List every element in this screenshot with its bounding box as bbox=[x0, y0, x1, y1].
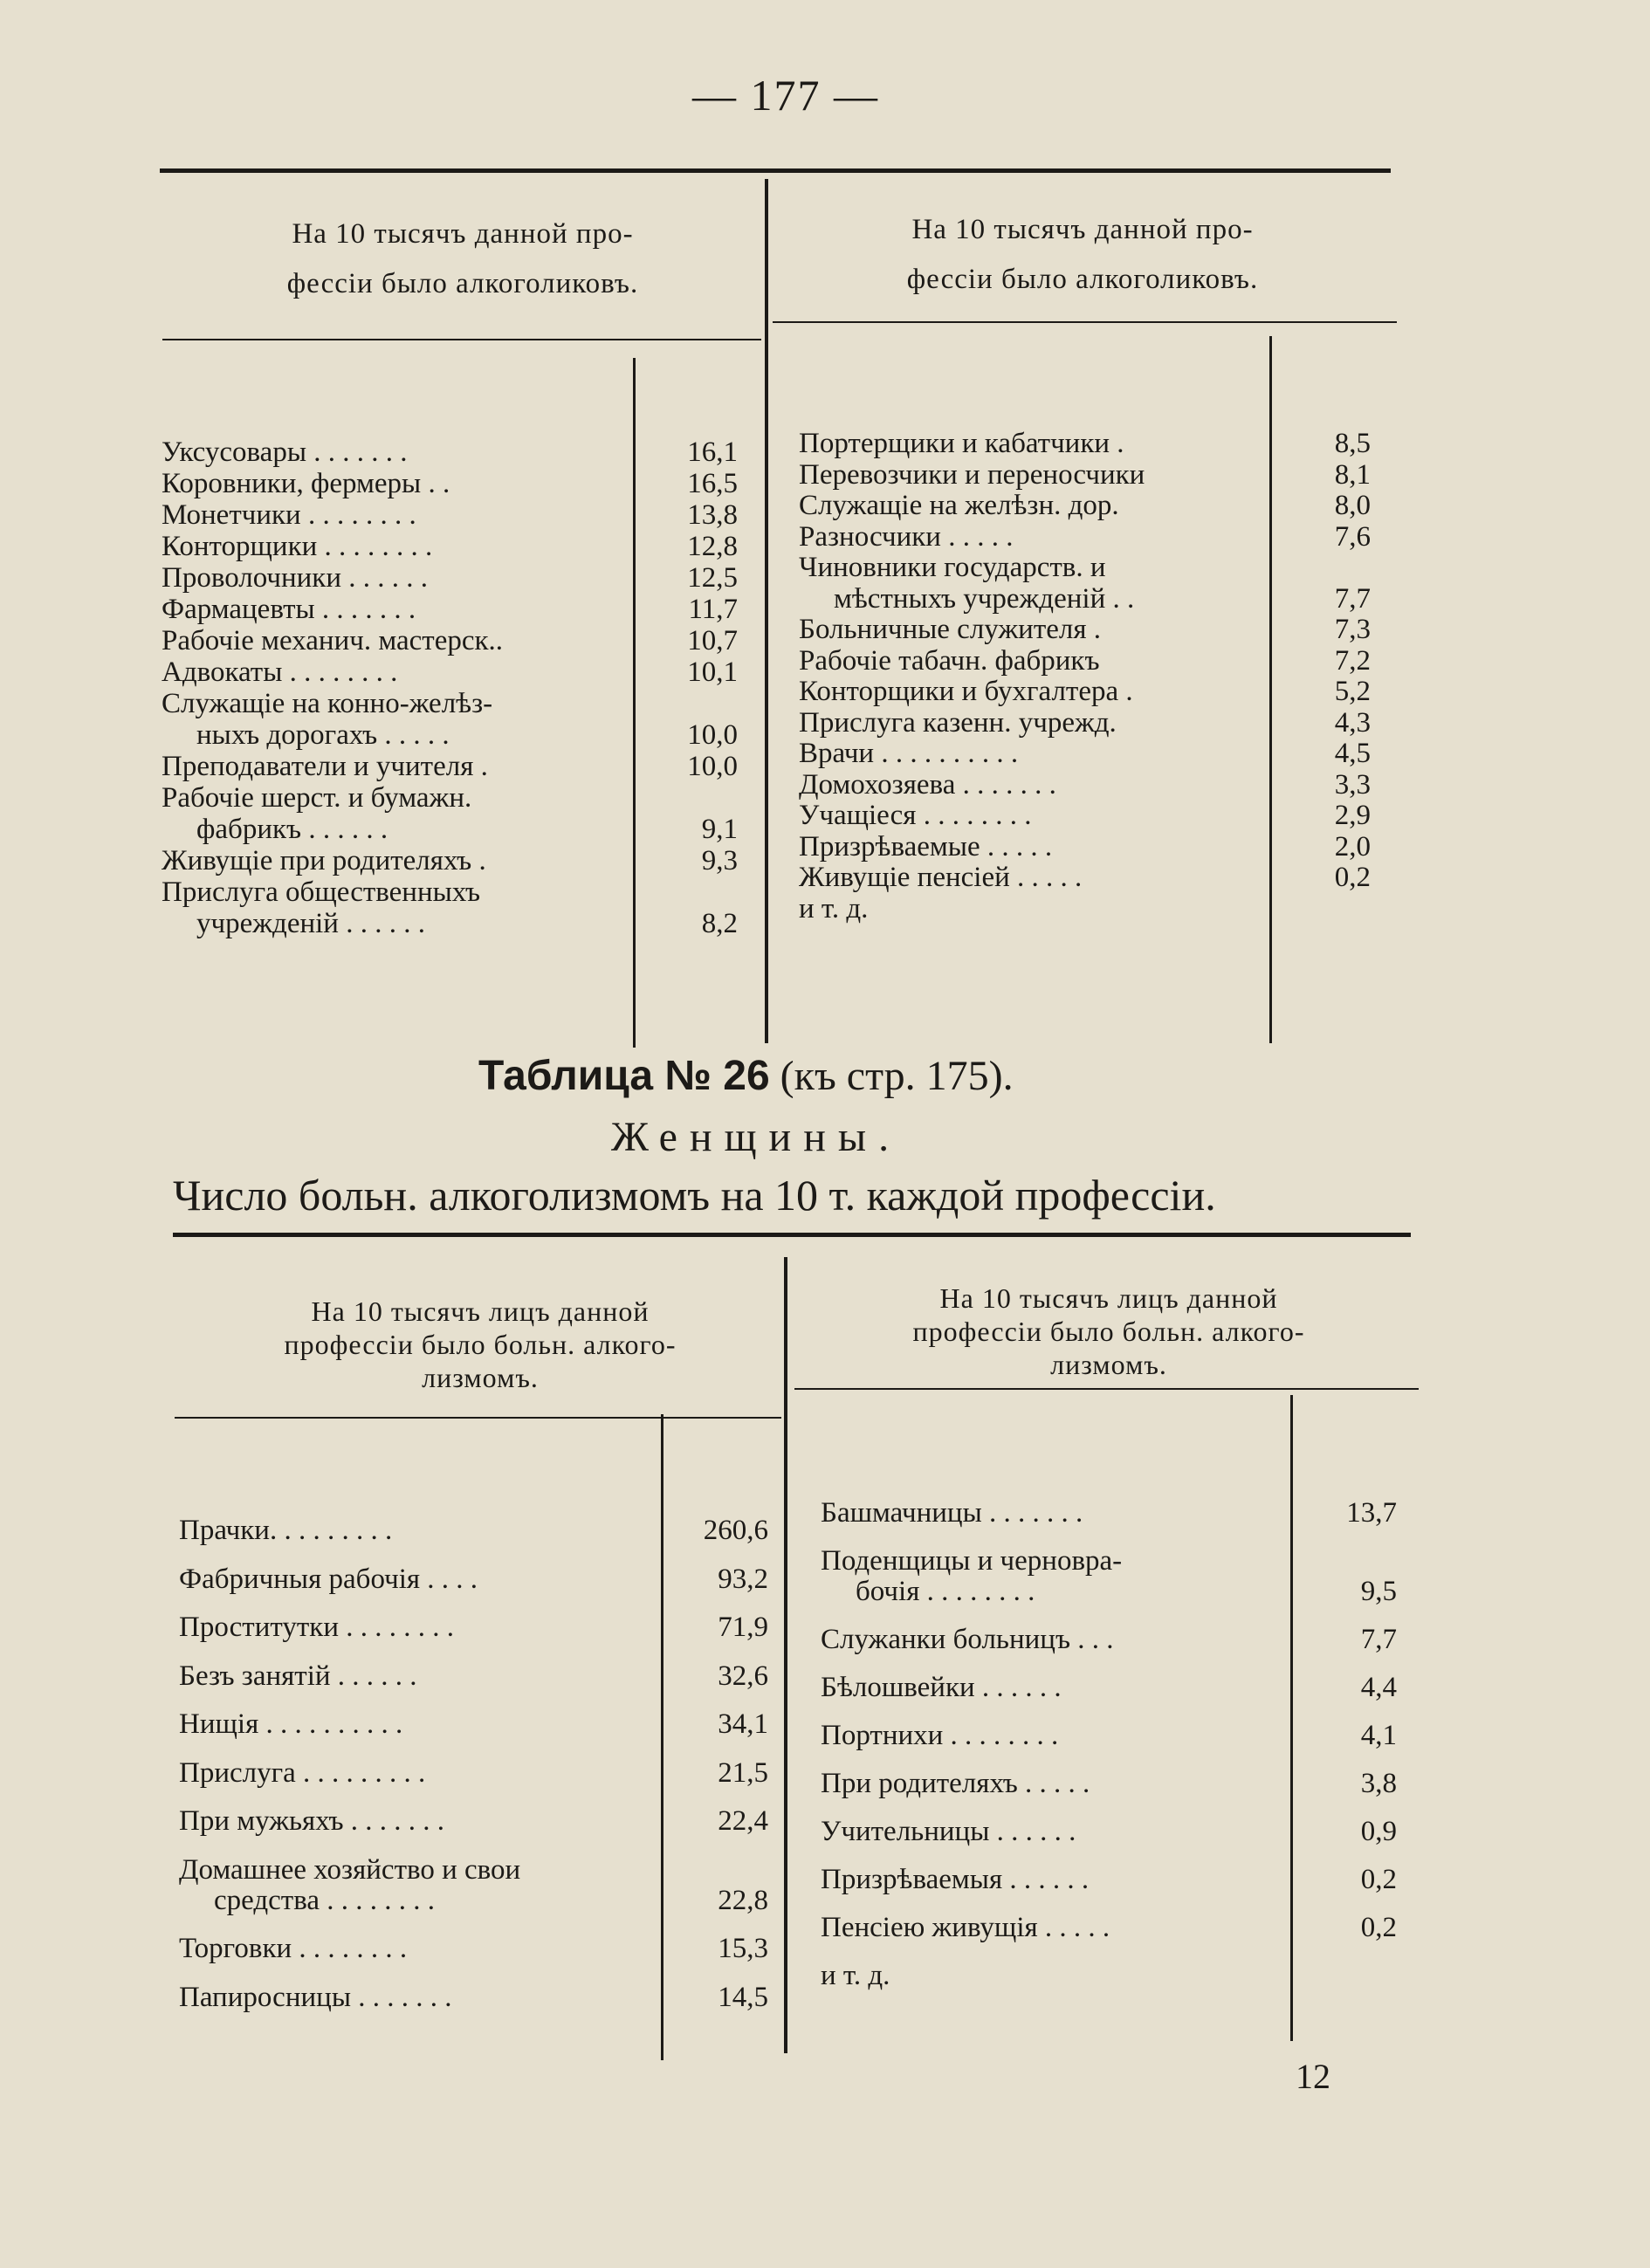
table-row bbox=[799, 831, 1371, 866]
row-label: ныхъ дорогахъ . . . . . bbox=[196, 719, 450, 751]
row-label: Чиновники государств. и bbox=[799, 552, 1106, 583]
header-line: На 10 тысячъ лицъ данной bbox=[311, 1296, 650, 1327]
row-label: Учительницы . . . . . . bbox=[821, 1816, 1076, 1847]
top-right-header bbox=[786, 205, 1379, 305]
table-row bbox=[821, 1545, 1397, 1580]
table-row bbox=[162, 531, 738, 566]
row-value: 16,1 bbox=[687, 436, 738, 468]
header-line: фессіи было алкоголиковъ. bbox=[286, 268, 639, 299]
table-row bbox=[162, 751, 738, 786]
row-value: 34,1 bbox=[718, 1708, 768, 1740]
row-label: Преподаватели и учителя . bbox=[162, 751, 488, 782]
table-row bbox=[162, 499, 738, 534]
row-label: Монетчики . . . . . . . . bbox=[162, 499, 416, 531]
row-value: 7,3 bbox=[1334, 614, 1371, 645]
row-value: 0,9 bbox=[1360, 1816, 1397, 1847]
row-value: 9,3 bbox=[701, 845, 738, 876]
row-value: 2,0 bbox=[1334, 830, 1371, 863]
row-label: Домашнее хозяйство и свои bbox=[179, 1853, 521, 1886]
row-label: Папиросницы . . . . . . . bbox=[179, 1981, 452, 2013]
row-label: Прислуга казенн. учрежд. bbox=[799, 706, 1117, 739]
row-value: 93,2 bbox=[718, 1563, 768, 1595]
row-label: Служащіе на конно-желѣз- bbox=[162, 688, 493, 719]
row-label: Фабричныя рабочія . . . . bbox=[179, 1563, 478, 1595]
row-value: 8,0 bbox=[1334, 490, 1371, 521]
table-row bbox=[799, 552, 1371, 587]
table-row bbox=[799, 862, 1371, 897]
row-value: 32,6 bbox=[718, 1660, 768, 1692]
table-row bbox=[821, 1720, 1397, 1755]
row-label: Уксусовары . . . . . . . bbox=[162, 436, 408, 468]
header-line: профессіи было больн. алкого- bbox=[912, 1316, 1305, 1347]
row-label: Живущіе пенсіей . . . . . bbox=[799, 862, 1083, 893]
row-value: 10,7 bbox=[687, 625, 738, 656]
table-row bbox=[179, 1515, 768, 1550]
row-label: Портерщики и кабатчики . bbox=[799, 428, 1124, 459]
row-value: 10,0 bbox=[687, 719, 738, 751]
table-row bbox=[799, 893, 1371, 928]
table-row bbox=[799, 707, 1371, 742]
table-row bbox=[179, 1708, 768, 1743]
table-title bbox=[478, 1052, 1014, 1100]
table-row bbox=[821, 1576, 1397, 1611]
row-label: Нищія . . . . . . . . . . bbox=[179, 1708, 403, 1740]
table26-rule bbox=[173, 1233, 1411, 1237]
table-row bbox=[179, 1933, 768, 1968]
row-label: фабрикъ . . . . . . bbox=[196, 814, 388, 845]
row-label: Торговки . . . . . . . . bbox=[179, 1933, 408, 1964]
row-label: Пенсіею живущія . . . . . bbox=[821, 1912, 1110, 1943]
table-row bbox=[799, 676, 1371, 711]
signature-mark: 12 bbox=[1296, 2057, 1330, 2096]
table-row bbox=[799, 583, 1371, 618]
row-value: 8,1 bbox=[1334, 458, 1371, 491]
table-row bbox=[162, 782, 738, 817]
table-row bbox=[162, 688, 738, 723]
table-reference: (къ стр. 175). bbox=[769, 1053, 1014, 1099]
header-line: На 10 тысячъ лицъ данной bbox=[939, 1282, 1278, 1314]
table-row bbox=[162, 594, 738, 629]
table-row bbox=[821, 1768, 1397, 1803]
table-row bbox=[179, 1660, 768, 1695]
header-line: лизмомъ. bbox=[422, 1362, 539, 1393]
row-label: Рабочіе шерст. и бумажн. bbox=[162, 782, 472, 814]
row-label: Рабочіе табачн. фабрикъ bbox=[799, 644, 1100, 677]
table-row bbox=[179, 1612, 768, 1646]
row-label: и т. д. bbox=[799, 892, 869, 924]
table-row bbox=[162, 845, 738, 880]
table-row bbox=[799, 428, 1371, 463]
table-row bbox=[821, 1672, 1397, 1707]
row-label: Прислуга общественныхъ bbox=[162, 876, 481, 908]
header-line: профессіи было больн. алкого- bbox=[284, 1329, 677, 1360]
row-label: Бѣлошвейки . . . . . . bbox=[821, 1672, 1062, 1703]
table-row bbox=[821, 1624, 1397, 1659]
row-label: Проститутки . . . . . . . . bbox=[179, 1612, 454, 1643]
table-row bbox=[162, 468, 738, 503]
row-value: 260,6 bbox=[703, 1515, 768, 1546]
row-label: Конторщики и бухгалтера . bbox=[799, 676, 1133, 707]
table-row bbox=[162, 562, 738, 597]
table-row bbox=[162, 908, 738, 943]
row-value: 22,8 bbox=[718, 1884, 768, 1916]
table-row bbox=[179, 1854, 768, 1889]
top-table-rule bbox=[160, 168, 1391, 173]
row-value: 5,2 bbox=[1334, 676, 1371, 707]
row-label: Прислуга . . . . . . . . . bbox=[179, 1756, 426, 1789]
table-row bbox=[179, 1564, 768, 1598]
table-row bbox=[799, 800, 1371, 835]
row-value: 12,8 bbox=[687, 531, 738, 562]
table26-divider bbox=[784, 1257, 787, 2053]
row-value: 4,3 bbox=[1334, 706, 1371, 739]
page-number: — 177 — bbox=[692, 71, 879, 120]
table-row bbox=[799, 645, 1371, 680]
table-row bbox=[799, 490, 1371, 525]
row-label: При родителяхъ . . . . . bbox=[821, 1768, 1090, 1799]
table-row bbox=[179, 1885, 768, 1920]
row-value: 15,3 bbox=[718, 1933, 768, 1964]
row-label: Проволочники . . . . . . bbox=[162, 562, 428, 594]
header-line: На 10 тысячъ данной про- bbox=[911, 214, 1254, 245]
table26-left-header bbox=[192, 1295, 768, 1394]
row-label: Служащіе на желѣзн. дор. bbox=[799, 490, 1119, 521]
table26-right-header bbox=[803, 1282, 1414, 1381]
row-value: 22,4 bbox=[718, 1805, 768, 1837]
row-label: Портнихи . . . . . . . . bbox=[821, 1720, 1059, 1751]
table-row bbox=[162, 876, 738, 911]
table-row bbox=[179, 1982, 768, 2017]
table-row bbox=[162, 656, 738, 691]
row-value: 14,5 bbox=[718, 1981, 768, 2013]
row-label: Рабочіе механич. мастерск.. bbox=[162, 625, 504, 656]
table-row bbox=[162, 814, 738, 849]
row-value: 4,4 bbox=[1360, 1672, 1397, 1703]
row-label: Служанки больницъ . . . bbox=[821, 1624, 1114, 1655]
row-label: Адвокаты . . . . . . . . bbox=[162, 656, 398, 688]
table-row bbox=[799, 521, 1371, 556]
row-value: 0,2 bbox=[1360, 1864, 1397, 1895]
row-value: 9,1 bbox=[701, 814, 738, 845]
row-value: 7,6 bbox=[1334, 520, 1371, 553]
row-value: 3,8 bbox=[1360, 1768, 1397, 1799]
table-row bbox=[179, 1757, 768, 1792]
table-row bbox=[799, 614, 1371, 649]
table-subtitle: Женщины. bbox=[611, 1114, 902, 1160]
row-value: 4,5 bbox=[1334, 738, 1371, 769]
row-value: 10,0 bbox=[687, 751, 738, 782]
table-row bbox=[799, 769, 1371, 804]
row-value: 11,7 bbox=[688, 594, 738, 625]
row-value: 2,9 bbox=[1334, 800, 1371, 831]
row-value: 12,5 bbox=[687, 562, 738, 594]
header-line: лизмомъ. bbox=[1050, 1349, 1167, 1380]
row-value: 9,5 bbox=[1360, 1576, 1397, 1607]
row-label: и т. д. bbox=[821, 1960, 890, 1991]
row-value: 4,1 bbox=[1360, 1720, 1397, 1751]
row-value: 7,2 bbox=[1334, 644, 1371, 677]
table-row bbox=[799, 459, 1371, 494]
table-row bbox=[821, 1912, 1397, 1947]
top-left-header bbox=[175, 210, 751, 309]
table-row bbox=[162, 625, 738, 660]
row-label: Разносчики . . . . . bbox=[799, 520, 1014, 553]
header-line: фессіи было алкоголиковъ. bbox=[906, 264, 1259, 295]
row-label: Коровники, фермеры . . bbox=[162, 468, 450, 499]
row-value: 21,5 bbox=[718, 1756, 768, 1789]
table-row bbox=[162, 719, 738, 754]
table-caption: Число больн. алкоголизмомъ на 10 т. каждой профессіи. bbox=[173, 1171, 1216, 1220]
row-label: Призрѣваемыя . . . . . . bbox=[821, 1864, 1090, 1895]
row-label: Живущіе при родителяхъ . bbox=[162, 845, 486, 876]
row-label: При мужьяхъ . . . . . . . bbox=[179, 1805, 445, 1837]
row-value: 0,2 bbox=[1334, 862, 1371, 893]
top-left-header-rule bbox=[162, 339, 761, 340]
table26-left-header-rule bbox=[175, 1417, 781, 1419]
row-label: Перевозчики и переносчики bbox=[799, 458, 1145, 491]
row-value: 8,2 bbox=[701, 908, 738, 939]
table-row bbox=[821, 1816, 1397, 1851]
row-label: мѣстныхъ учрежденій . . bbox=[834, 582, 1135, 615]
row-label: Безъ занятій . . . . . . bbox=[179, 1660, 417, 1692]
header-line: На 10 тысячъ данной про- bbox=[292, 218, 634, 250]
row-value: 71,9 bbox=[718, 1612, 768, 1643]
row-label: Прачки. . . . . . . . . bbox=[179, 1515, 393, 1546]
table-number: Таблица № 26 bbox=[478, 1053, 770, 1099]
table-row bbox=[162, 436, 738, 471]
row-label: Фармацевты . . . . . . . bbox=[162, 594, 416, 625]
row-value: 3,3 bbox=[1334, 768, 1371, 801]
row-value: 7,7 bbox=[1334, 582, 1371, 615]
top-right-header-rule bbox=[773, 321, 1397, 323]
row-label: Врачи . . . . . . . . . . bbox=[799, 738, 1019, 769]
row-value: 13,8 bbox=[687, 499, 738, 531]
table-row bbox=[821, 1960, 1397, 1995]
row-label: Учащіеся . . . . . . . . bbox=[799, 800, 1032, 831]
table-row bbox=[821, 1864, 1397, 1899]
row-value: 16,5 bbox=[687, 468, 738, 499]
row-label: Больничные служителя . bbox=[799, 614, 1102, 645]
table-row bbox=[179, 1805, 768, 1840]
top-table-divider bbox=[765, 179, 768, 1043]
row-value: 10,1 bbox=[687, 656, 738, 688]
row-label: учрежденій . . . . . . bbox=[196, 908, 425, 939]
row-value: 0,2 bbox=[1360, 1912, 1397, 1943]
table26-right-header-rule bbox=[794, 1388, 1419, 1390]
row-label: Домохозяева . . . . . . . bbox=[799, 768, 1056, 801]
row-label: Башмачницы . . . . . . . bbox=[821, 1497, 1083, 1529]
row-value: 8,5 bbox=[1334, 428, 1371, 459]
row-label: средства . . . . . . . . bbox=[214, 1884, 436, 1916]
row-label: Призрѣваемые . . . . . bbox=[799, 830, 1053, 863]
table-row bbox=[799, 738, 1371, 773]
row-value: 13,7 bbox=[1346, 1497, 1397, 1529]
row-label: бочія . . . . . . . . bbox=[856, 1576, 1035, 1607]
row-label: Поденщицы и черновра- bbox=[821, 1545, 1123, 1577]
row-value: 7,7 bbox=[1360, 1624, 1397, 1655]
row-label: Конторщики . . . . . . . . bbox=[162, 531, 433, 562]
table-row bbox=[821, 1497, 1397, 1532]
